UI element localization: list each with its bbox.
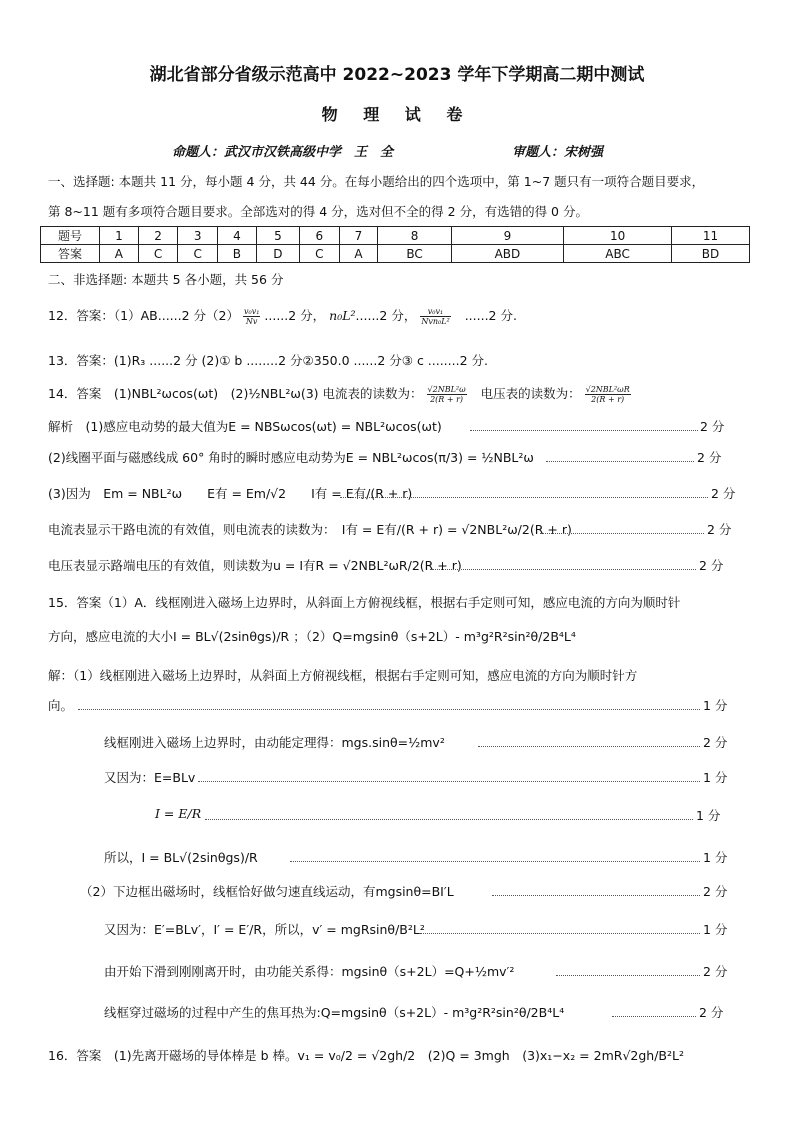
table-cell: 7 (339, 227, 378, 245)
table-cell: B (217, 245, 256, 263)
score: 1 分 (703, 770, 728, 785)
q12-line (48, 306, 517, 326)
section2-heading: 二、非选择题: 本题共 5 各小题，共 56 分 (48, 272, 284, 287)
score: 1 分 (703, 698, 728, 713)
table-cell: A (339, 245, 378, 263)
q12-part: ......2 分， (264, 308, 326, 323)
table-cell: 11 (672, 227, 750, 245)
leader-dots (290, 861, 700, 862)
q15-step-4: 所以，I = BL√(2sinθgs)/R (104, 850, 258, 865)
table-cell: BD (672, 245, 750, 263)
q14-analysis-4: 电流表显示干路电流的有效值，则电流表的读数为： I有 = E有/(R + r) = √2NBL²ω/2(R + r) (48, 522, 572, 537)
leader-dots (430, 569, 696, 570)
table-row (41, 227, 750, 245)
q14-fraction-2 (585, 385, 631, 404)
leader-dots (420, 933, 700, 934)
q12-fraction-1 (243, 307, 260, 326)
q15-step-6: 又因为：E′=BLv′，I′ = E′/R，所以，v′ = mgRsinθ/B²L² (104, 922, 425, 937)
q15-step-5: （2）下边框出磁场时，线框恰好做匀速直线运动，有mgsinθ=BI′L (80, 884, 454, 899)
leader-dots (205, 819, 693, 820)
q15-step-3: I = E/R (155, 806, 202, 821)
q14-analysis-1: 解析 (1)感应电动势的最大值为E = NBSωcos(ωt) = NBL²ωcos(ωt) (48, 419, 442, 434)
score: 2 分 (699, 1005, 724, 1020)
leader-dots (556, 975, 700, 976)
score: 2 分 (699, 558, 724, 573)
q15-step-8: 线框穿过磁场的过程中产生的焦耳热为:Q=mgsinθ（s+2L）- m³g²R²sin²θ/2B⁴L⁴ (104, 1005, 565, 1020)
table-cell: D (256, 245, 299, 263)
q14-analysis-3b: m = NBL²ω E有 = Em/√2 I有 = E有/(R + r) (111, 486, 413, 501)
table-row (41, 245, 750, 263)
table-cell: 2 (138, 227, 178, 245)
q15-line-1: 15．答案（1）A．线框刚进入磁场上边界时，从斜面上方俯视线框，根据右手定则可知，感应电流的方向为顺时针 (48, 595, 681, 610)
leader-dots (612, 1016, 696, 1017)
q14-mid: 电压表的读数为： (480, 386, 581, 401)
q15-solution-2: 向。 (48, 698, 74, 713)
q14-answer (48, 384, 631, 404)
q12-label: 12．答案：（1）AB (48, 308, 158, 323)
author-right: 审题人：宋树强 (512, 145, 604, 160)
section1-line1: 一、选择题: 本题共 11 分，每小题 4 分，共 44 分。在每小题给出的四个选项中，第 1~7 题只有一项符合题目要求， (48, 174, 705, 189)
q14-label: 14．答案 (1)NBL²ωcos(ωt) (2)½NBL²ω(3) 电流表的读数为： (48, 386, 423, 401)
section1-line2: 第 8~11 题有多项符合题目要求。全部选对的得 4 分，选对但不全的得 2 分，有选错的得 0 分。 (48, 204, 588, 219)
table-cell: ABD (451, 245, 563, 263)
q12-part: ......2 分， (355, 308, 417, 323)
leader-dots (470, 430, 698, 431)
denominator: 2(R + r) (430, 395, 464, 404)
numerator: √2NBL²ω (427, 385, 466, 394)
score: 2 分 (703, 964, 728, 979)
q14-fraction-1 (427, 385, 467, 404)
score: 2 分 (697, 450, 722, 465)
leader-dots (546, 461, 694, 462)
leader-dots (340, 497, 708, 498)
denominator: Nvn₀L² (421, 317, 450, 326)
page-subtitle: 物 理 试 卷 (321, 105, 473, 124)
numerator: v₀v₁ (243, 307, 260, 316)
table-cell: C (300, 245, 340, 263)
table-cell: C (178, 245, 218, 263)
score: 2 分 (711, 486, 736, 501)
q12-part: ......2 分（2） (157, 308, 239, 323)
page-title: 湖北省部分省级示范高中 2022~2023 学年下学期高二期中测试 (149, 65, 645, 85)
table-cell: A (100, 245, 139, 263)
table-cell: 9 (451, 227, 563, 245)
table-cell: 1 (100, 227, 139, 245)
table-cell: 3 (178, 227, 218, 245)
table-cell: 8 (378, 227, 451, 245)
denominator: 2(R + r) (591, 395, 625, 404)
numerator: √2NBL²ωR (585, 385, 630, 394)
author-left: 命题人：武汉市汉铁高级中学 王 全 (172, 145, 394, 160)
q14-analysis-3a: (3)因为 E (48, 486, 112, 501)
q14-analysis-2: (2)线圈平面与磁感线成 60° 角时的瞬时感应电动势为E = NBL²ωcos(π/3) = ½NBL²ω (48, 450, 534, 465)
row-label: 答案 (41, 245, 100, 263)
q15-step-2: 又因为：E=BLv (104, 770, 196, 785)
table-cell: ABC (564, 245, 672, 263)
score: 2 分 (707, 522, 732, 537)
q12-part: ......2 分. (464, 308, 517, 323)
table-cell: BC (378, 245, 451, 263)
score: 1 分 (703, 850, 728, 865)
score: 2 分 (703, 735, 728, 750)
leader-dots (478, 746, 700, 747)
q16-line: 16．答案 (1)先离开磁场的导体棒是 b 棒。v₁ = v₀/2 = √2gh/2 (2)Q = 3mgh (3)x₁−x₂ = 2mR√2gh/B²L² (48, 1048, 684, 1063)
score: 1 分 (703, 922, 728, 937)
q14-analysis-5: 电压表显示路端电压的有效值，则读数为u = I有R = √2NBL²ωR/2(R + r) (48, 558, 462, 573)
q15-solution-1: 解：（1）线框刚进入磁场上边界时，从斜面上方俯视线框，根据右手定则可知，感应电流的方向为顺时针方 (48, 668, 638, 683)
table-cell: 4 (217, 227, 256, 245)
numerator: v₀v₁ (420, 307, 450, 317)
table-cell: C (138, 245, 178, 263)
q14-analysis-3 (48, 484, 412, 502)
q15-step-1: 线框刚进入磁场上边界时，由动能定理得：mgs.sinθ=½mv² (104, 735, 445, 750)
q12-expr: n₀L² (329, 308, 356, 323)
q13-line: 13．答案：(1)R₃ ......2 分 (2)① b ........2 分②350.0 ......2 分③ c ........2 分. (48, 353, 488, 368)
q15-step-7: 由开始下滑到刚刚离开时，由功能关系得：mgsinθ（s+2L）=Q+½mv′² (104, 964, 515, 979)
leader-dots (78, 709, 700, 710)
table-cell: 5 (256, 227, 299, 245)
score: 1 分 (696, 808, 721, 823)
q12-fraction-2 (420, 307, 450, 326)
table-cell: 10 (564, 227, 672, 245)
table-cell: 6 (300, 227, 340, 245)
denominator: Nv (245, 317, 258, 326)
score: 2 分 (700, 419, 725, 434)
leader-dots (198, 781, 700, 782)
leader-dots (492, 895, 700, 896)
score: 2 分 (703, 884, 728, 899)
row-label: 题号 (41, 227, 100, 245)
q15-line-2: 方向，感应电流的大小I = BL√(2sinθgs)/R ；（2）Q=mgsinθ（s+2L）- m³g²R²sin²θ/2B⁴L⁴ (48, 629, 576, 644)
leader-dots (540, 533, 704, 534)
answer-table (40, 226, 750, 263)
